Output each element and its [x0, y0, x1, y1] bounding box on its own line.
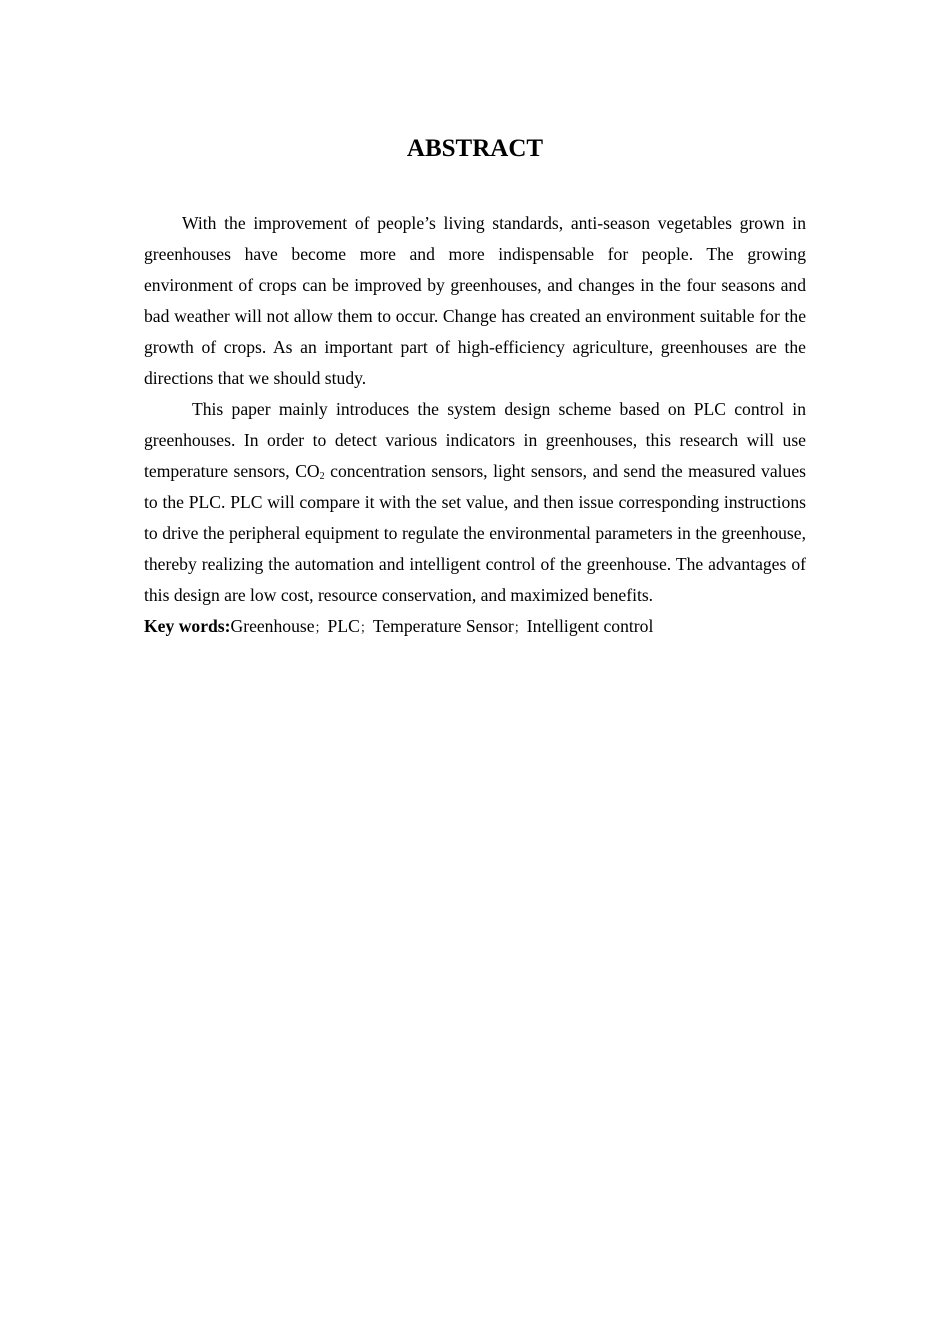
keyword-item: Greenhouse	[230, 616, 315, 636]
abstract-title: ABSTRACT	[406, 135, 544, 162]
abstract-paragraph-1: With the improvement of people’s living standards, anti-season vegetables grown in greenhouses have become more and more indispensable for people. The growing environment of crops can be improved by greenhouses, and changes in the four seasons and bad weather will not allow them to occur. Change has created an environment suitable for the growth of crops. As an important part of high-efficiency agriculture, greenhouses are the directions that we should study.	[144, 213, 806, 388]
keyword-item: Temperature Sensor	[372, 616, 514, 636]
keywords-line	[144, 611, 806, 644]
paragraph-2-text-before: This paper mainly introduces the system design scheme based on PLC control in greenhouses. In order to detect various indicators in greenhouses, this research will use temperature sensors, CO	[144, 399, 806, 481]
paragraph-2-text-after: concentration sensors, light sensors, and send the measured values to the PLC. PLC will compare it with the set value, and then issue corresponding instructions to drive the peripheral equipment to regulate the environmental parameters in the greenhouse, thereby realizing the automation and intelligent control of the greenhouse. The advantages of this design are low cost, resource conservation, and maximized benefits.	[144, 461, 806, 605]
abstract-paragraph-2	[144, 394, 806, 611]
co2-subscript: 2	[319, 471, 325, 482]
keyword-item: PLC	[327, 616, 360, 636]
keyword-separator: ；	[359, 621, 373, 636]
keyword-item: Intelligent control	[526, 616, 654, 636]
keyword-separator: ；	[314, 621, 328, 636]
keywords-label: Key words:	[144, 616, 231, 636]
abstract-body	[144, 208, 806, 644]
keyword-separator: ；	[513, 621, 527, 636]
